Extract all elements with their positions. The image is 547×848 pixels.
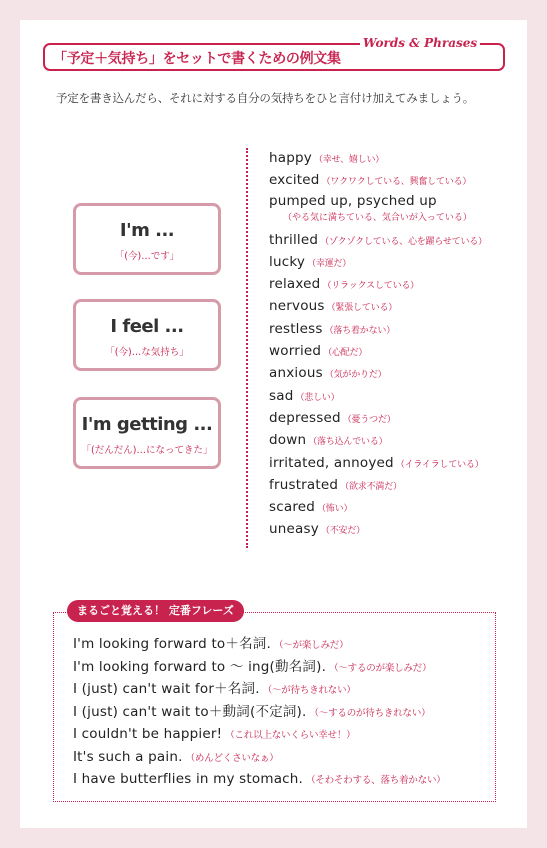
list-item [269,451,487,473]
list-item [269,250,487,272]
phrase-en: I (just) can't wait to＋動詞(不定詞). [73,703,307,720]
phrase-en: I (just) can't wait for＋名詞. [73,681,260,697]
word-ja: （緊張している） [326,303,398,314]
list-item [269,473,487,495]
list-item [73,745,446,768]
list-item [73,632,446,655]
page [20,20,527,828]
list-item [73,655,446,678]
word-ja: （リラックスしている） [322,281,419,292]
word-ja: （幸運だ） [307,258,352,269]
word-en: irritated, annoyed [269,454,394,471]
phrase-ja: （～するのが待ちきれない） [309,707,431,719]
starter-sub: 「(だんだん)…になってきた」 [81,445,213,456]
word-en: relaxed [269,276,321,293]
phrase-list [73,632,446,790]
intro-text: 予定を書き込んだら、それに対する自分の気持ちをひと言付け加えてみましょう。 [56,91,475,105]
list-item [269,146,487,168]
phrase-en: I'm looking forward to ～ ing(動名詞). [73,658,327,675]
word-ja: （欲求不満だ） [340,481,402,492]
word-ja: （気がかりだ） [324,370,387,381]
list-item [269,339,487,361]
word-ja: （怖い） [317,504,353,515]
starter-box-im-getting [73,397,221,469]
list-item [73,722,446,745]
phrase-en: It's such a pain. [73,748,183,765]
word-list [269,146,487,540]
list-item [269,272,487,294]
word-en: thrilled [269,231,319,248]
phrase-ja: （めんどくさいなぁ） [185,752,279,764]
page-title: 「予定＋気持ち」をセットで書くための例文集 [53,51,341,67]
word-en: lucky [269,253,306,270]
word-en: excited [269,172,320,189]
word-en: sad [269,387,294,404]
starter-main: I feel ... [110,316,184,337]
list-item [269,228,487,250]
word-ja: （憂うつだ） [342,414,396,425]
section-tag: Words & Phrases [360,36,480,50]
word-ja: （ゾクゾクしている、心を躍らせている） [320,236,487,247]
list-item [73,767,446,790]
word-ja: （落ち着かない） [324,325,396,336]
word-ja: （不安だ） [320,526,365,537]
list-item [269,317,487,339]
list-item [269,517,487,539]
phrase-ja: （～するのが楽しみだ） [329,662,432,674]
list-item [269,495,487,517]
word-en: pumped up, psyched up [269,192,437,209]
starter-sub: 「(今)…です」 [114,251,180,262]
list-item [73,677,446,700]
word-en: uneasy [269,521,319,538]
list-item [269,406,487,428]
phrase-ja: （～が楽しみだ） [273,640,349,651]
starter-box-im [73,203,221,275]
phrase-en: I have butterflies in my stomach. [73,771,304,787]
list-item [73,700,446,723]
word-ja: （心配だ） [323,348,368,359]
list-item [269,384,487,406]
word-en: scared [269,499,316,516]
phrase-ja: （そわそわする、落ち着かない） [306,775,446,786]
dotted-divider [246,148,248,548]
word-en: down [269,432,307,449]
starter-sub: 「(今)…な気持ち」 [105,347,189,358]
phrases-label: まるごと覚える！ 定番フレーズ [67,600,244,622]
word-en: restless [269,320,323,337]
list-item [269,361,487,383]
starter-main: I'm ... [119,220,175,241]
word-en: anxious [269,365,323,382]
word-en: depressed [269,409,341,426]
word-ja: （ワクワクしている、興奮している） [321,177,472,188]
word-ja: （幸せ、嬉しい） [313,155,385,165]
word-en: worried [269,343,322,360]
phrase-ja: （これ以上ないくらい幸せ！） [225,730,356,741]
list-item [269,168,487,190]
list-item [269,294,487,316]
phrase-ja: （～が待ちきれない） [262,685,356,696]
list-item [269,191,487,228]
phrase-en: I couldn't be happier! [73,726,223,742]
word-en: happy [269,150,312,166]
word-en: nervous [269,298,325,315]
word-en: frustrated [269,476,339,493]
word-ja: （イライラしている） [395,459,484,470]
phrase-en: I'm looking forward to＋名詞. [73,636,271,652]
word-ja: （落ち込んでいる） [308,437,388,448]
starter-main: I'm getting ... [81,414,213,435]
word-ja: （やる気に満ちている、気合いが入っている） [283,212,472,223]
starter-box-i-feel [73,299,221,371]
list-item [269,428,487,450]
word-ja: （悲しい） [295,392,340,403]
